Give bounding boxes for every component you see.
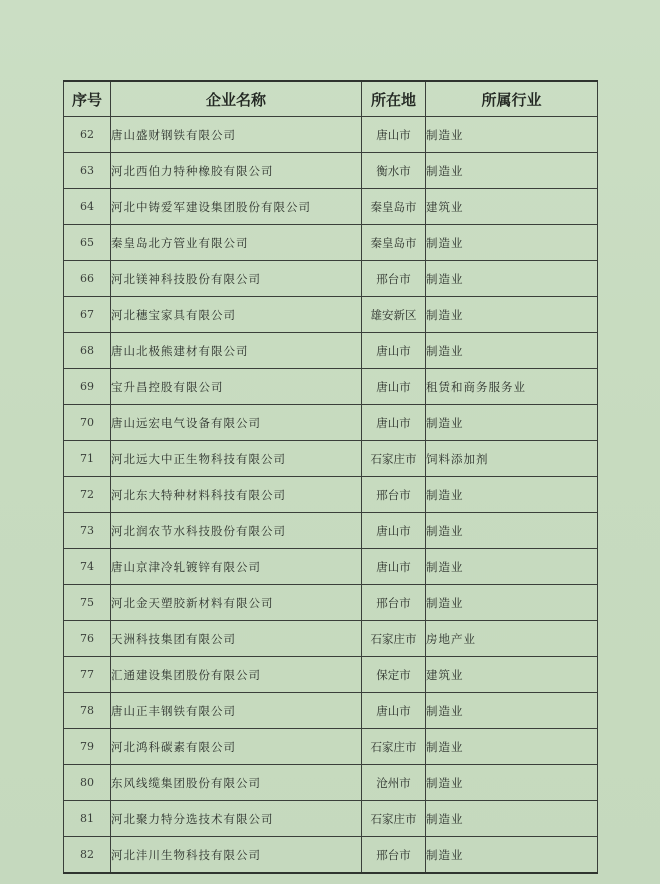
cell-company-name: 汇通建设集团股份有限公司 [111,657,362,693]
cell-location: 唐山市 [362,369,426,405]
cell-industry: 制造业 [426,405,598,441]
cell-industry: 制造业 [426,729,598,765]
cell-no: 65 [64,225,111,261]
cell-company-name: 河北鸿科碳素有限公司 [111,729,362,765]
cell-no: 79 [64,729,111,765]
table-header-row [64,81,598,117]
cell-industry: 制造业 [426,585,598,621]
table-row [64,261,598,297]
cell-company-name: 河北镁神科技股份有限公司 [111,261,362,297]
table-row [64,405,598,441]
cell-company-name: 河北穗宝家具有限公司 [111,297,362,333]
cell-location: 唐山市 [362,117,426,153]
cell-company-name: 河北金天塑胶新材料有限公司 [111,585,362,621]
cell-location: 唐山市 [362,405,426,441]
cell-location: 邢台市 [362,837,426,874]
cell-company-name: 河北润农节水科技股份有限公司 [111,513,362,549]
cell-no: 76 [64,621,111,657]
table-row [64,225,598,261]
cell-location: 唐山市 [362,513,426,549]
cell-company-name: 唐山盛财钢铁有限公司 [111,117,362,153]
cell-no: 78 [64,693,111,729]
table-row [64,657,598,693]
cell-location: 石家庄市 [362,729,426,765]
table-body [64,117,598,874]
cell-industry: 建筑业 [426,657,598,693]
cell-company-name: 唐山远宏电气设备有限公司 [111,405,362,441]
cell-company-name: 河北远大中正生物科技有限公司 [111,441,362,477]
cell-industry: 制造业 [426,765,598,801]
cell-company-name: 秦皇岛北方管业有限公司 [111,225,362,261]
cell-company-name: 宝升昌控股有限公司 [111,369,362,405]
cell-no: 70 [64,405,111,441]
cell-no: 82 [64,837,111,874]
table-row [64,621,598,657]
cell-location: 雄安新区 [362,297,426,333]
header-name: 企业名称 [111,81,362,117]
cell-location: 石家庄市 [362,441,426,477]
cell-no: 66 [64,261,111,297]
table-row [64,765,598,801]
cell-location: 唐山市 [362,549,426,585]
table-row [64,441,598,477]
cell-location: 邢台市 [362,477,426,513]
cell-company-name: 河北西伯力特种橡胶有限公司 [111,153,362,189]
table-row [64,549,598,585]
cell-industry: 制造业 [426,693,598,729]
cell-industry: 饲料添加剂 [426,441,598,477]
table-row [64,189,598,225]
cell-industry: 制造业 [426,477,598,513]
cell-company-name: 东风线缆集团股份有限公司 [111,765,362,801]
cell-no: 63 [64,153,111,189]
cell-location: 石家庄市 [362,801,426,837]
cell-industry: 制造业 [426,117,598,153]
table-row [64,693,598,729]
cell-industry: 制造业 [426,837,598,874]
cell-company-name: 河北聚力特分选技术有限公司 [111,801,362,837]
cell-location: 保定市 [362,657,426,693]
cell-no: 69 [64,369,111,405]
cell-industry: 建筑业 [426,189,598,225]
cell-no: 62 [64,117,111,153]
cell-company-name: 唐山北极熊建材有限公司 [111,333,362,369]
table-row [64,153,598,189]
cell-industry: 制造业 [426,513,598,549]
cell-location: 石家庄市 [362,621,426,657]
cell-no: 77 [64,657,111,693]
cell-no: 67 [64,297,111,333]
cell-location: 邢台市 [362,585,426,621]
cell-location: 唐山市 [362,693,426,729]
table-row [64,333,598,369]
cell-no: 80 [64,765,111,801]
cell-no: 68 [64,333,111,369]
table-row [64,585,598,621]
cell-industry: 制造业 [426,549,598,585]
cell-company-name: 唐山京津冷轧镀锌有限公司 [111,549,362,585]
cell-no: 75 [64,585,111,621]
cell-industry: 制造业 [426,261,598,297]
cell-no: 64 [64,189,111,225]
cell-location: 衡水市 [362,153,426,189]
cell-industry: 制造业 [426,297,598,333]
enterprise-table [63,80,598,874]
table-row [64,801,598,837]
cell-no: 72 [64,477,111,513]
cell-location: 沧州市 [362,765,426,801]
cell-location: 秦皇岛市 [362,225,426,261]
cell-industry: 租赁和商务服务业 [426,369,598,405]
table-row [64,837,598,874]
cell-industry: 房地产业 [426,621,598,657]
cell-company-name: 河北沣川生物科技有限公司 [111,837,362,874]
cell-industry: 制造业 [426,153,598,189]
cell-location: 唐山市 [362,333,426,369]
table-row [64,513,598,549]
cell-no: 73 [64,513,111,549]
cell-company-name: 河北东大特种材料科技有限公司 [111,477,362,513]
table-row [64,297,598,333]
header-no: 序号 [64,81,111,117]
table-row [64,369,598,405]
table-row [64,117,598,153]
cell-industry: 制造业 [426,801,598,837]
header-location: 所在地 [362,81,426,117]
header-industry: 所属行业 [426,81,598,117]
cell-no: 74 [64,549,111,585]
cell-company-name: 河北中铸爱军建设集团股份有限公司 [111,189,362,225]
cell-company-name: 天洲科技集团有限公司 [111,621,362,657]
cell-no: 71 [64,441,111,477]
cell-industry: 制造业 [426,225,598,261]
cell-location: 邢台市 [362,261,426,297]
table-row [64,477,598,513]
cell-company-name: 唐山正丰钢铁有限公司 [111,693,362,729]
cell-location: 秦皇岛市 [362,189,426,225]
cell-no: 81 [64,801,111,837]
table-row [64,729,598,765]
cell-industry: 制造业 [426,333,598,369]
